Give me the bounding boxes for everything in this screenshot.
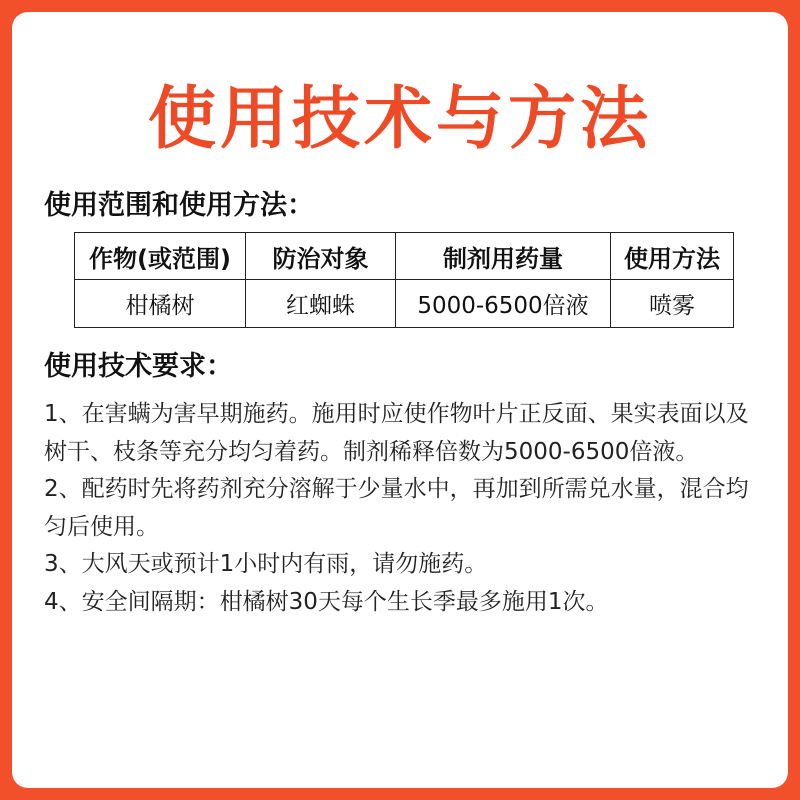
usage-scope-heading: 使用范围和使用方法： (44, 190, 314, 221)
table-header-target: 防治对象 (246, 233, 396, 280)
table-header-row (75, 233, 734, 280)
list-item: 2、配药时先将药剂充分溶解于少量水中，再加到所需兑水量，混合均匀后使用。 (44, 476, 749, 540)
table-cell-target: 红蜘蛛 (246, 280, 396, 328)
page-title: 使用技术与方法 (147, 80, 652, 159)
list-item: 1、在害螨为害早期施药。施用时应使作物叶片正反面、果实表面以及树干、枝条等充分均匀着药。制剂稀释倍数为5000-6500倍液。 (44, 401, 749, 465)
table-cell-method: 喷雾 (611, 280, 734, 328)
usage-table (74, 232, 734, 328)
list-item: 4、安全间隔期：柑橘树30天每个生长季最多施用1次。 (44, 588, 609, 615)
technical-requirements-heading: 使用技术要求： (44, 351, 233, 382)
table-header-method: 使用方法 (611, 233, 734, 280)
table-cell-dosage: 5000-6500倍液 (396, 280, 611, 328)
table-row (75, 280, 734, 328)
table-header-crop: 作物(或范围) (75, 233, 246, 280)
table-cell-crop: 柑橘树 (75, 280, 246, 328)
requirements-list (44, 396, 756, 621)
table-header-dosage: 制剂用药量 (396, 233, 611, 280)
list-item: 3、大风天或预计1小时内有雨，请勿施药。 (44, 551, 488, 577)
